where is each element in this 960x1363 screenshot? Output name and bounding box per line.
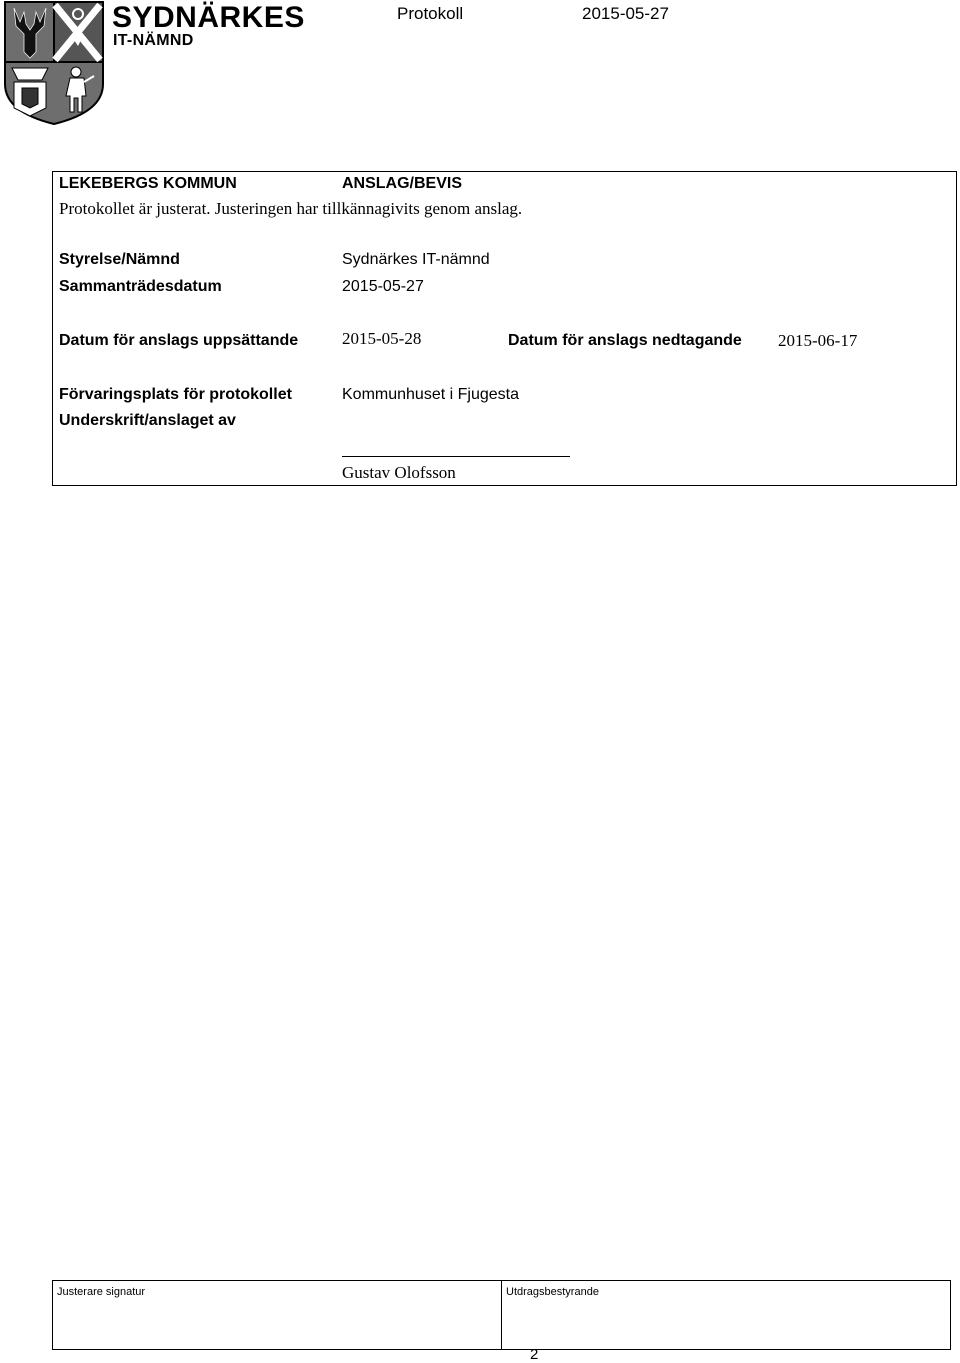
saltire-icon [55, 3, 102, 61]
brand-subtitle: IT-NÄMND [113, 32, 194, 49]
municipality-name: LEKEBERGS KOMMUN [59, 175, 237, 192]
meeting-date-value: 2015-05-27 [342, 278, 424, 295]
justerare-signature-label: Justerare signatur [57, 1286, 146, 1298]
posted-date-value: 2015-05-28 [342, 329, 422, 348]
notice-statement: Protokollet är justerat. Justeringen har tillkännagivits genom anslag. [59, 199, 523, 218]
coat-of-arms-logo [2, 0, 106, 126]
emblem-icon [12, 68, 48, 116]
footer-signature-box [52, 1280, 951, 1350]
board-value: Sydnärkes IT-nämnd [342, 251, 490, 268]
removed-date-value: 2015-06-17 [778, 331, 858, 350]
signature-name: Gustav Olofsson [342, 463, 456, 482]
board-label: Styrelse/Nämnd [59, 251, 180, 268]
header-date: 2015-05-27 [582, 4, 669, 23]
page-number: 2 [530, 1346, 539, 1363]
meeting-date-label: Sammanträdesdatum [59, 278, 222, 295]
signature-label: Underskrift/anslaget av [59, 412, 236, 429]
footer-divider [501, 1281, 502, 1349]
posted-date-label: Datum för anslags uppsättande [59, 332, 299, 349]
signature-line [342, 456, 570, 457]
utdragsbestyrande-label: Utdragsbestyrande [506, 1286, 599, 1298]
storage-label: Förvaringsplats för protokollet [59, 386, 292, 403]
document-type: Protokoll [397, 4, 464, 23]
removed-date-label: Datum för anslags nedtagande [508, 332, 742, 349]
brand-name: SYDNÄRKES [112, 1, 305, 34]
notice-box [52, 171, 957, 486]
storage-value: Kommunhuset i Fjugesta [342, 386, 519, 403]
notice-title: ANSLAG/BEVIS [342, 175, 463, 192]
